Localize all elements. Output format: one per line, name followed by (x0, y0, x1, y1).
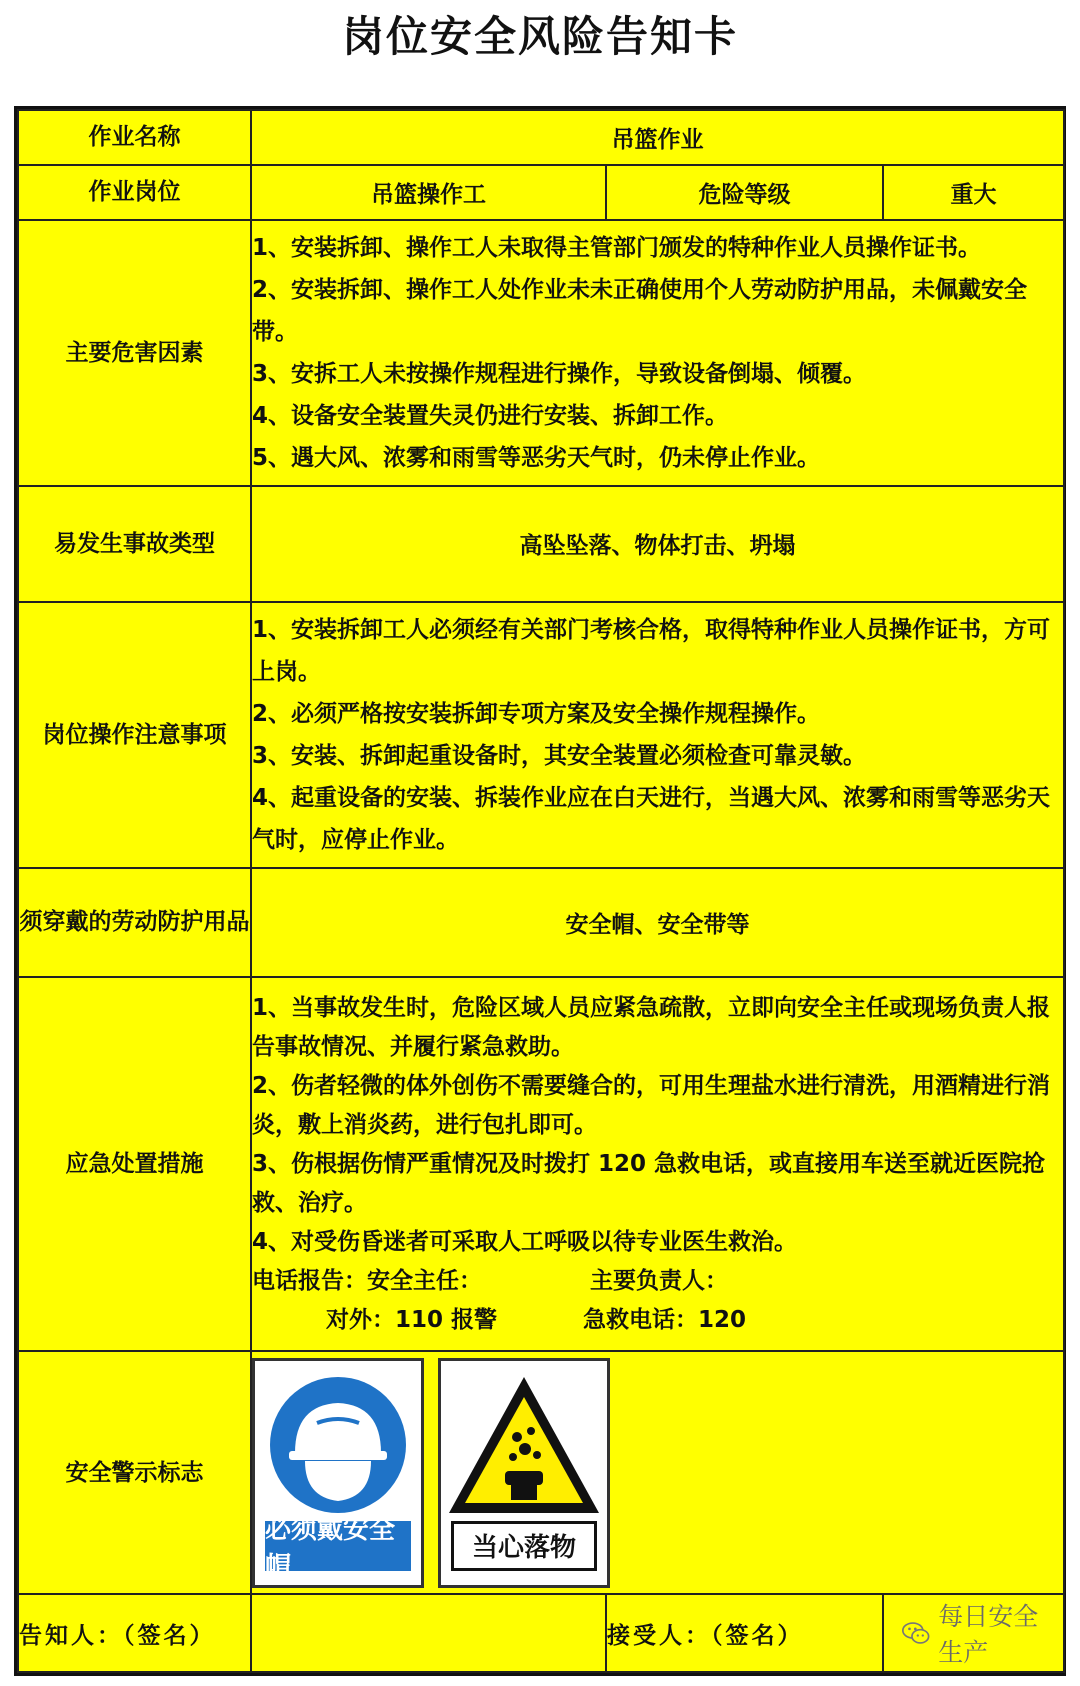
first-aid-number: 急救电话：120 (583, 1306, 747, 1333)
emergency-item: 4、对受伤昏迷者可采取人工呼吸以待专业医生救治。 (252, 1228, 798, 1255)
phone-report-label: 电话报告：安全主任： (252, 1267, 482, 1294)
emergency-item: 2、伤者轻微的体外创伤不需要缝合的，可用生理盐水进行清洗，用酒精进行消炎，敷上消炎药，进行包扎即可。 (252, 1072, 1051, 1138)
hazard-item: 4、设备安全装置失灵仍进行安装、拆卸工作。 (252, 403, 729, 430)
emergency-label: 应急处置措施 (18, 977, 251, 1351)
hazard-item: 2、安装拆卸、操作工人处作业未未正确使用个人劳动防护用品，未佩戴安全带。 (252, 277, 1028, 346)
falling-objects-sign (438, 1358, 610, 1588)
page-title: 岗位安全风险告知卡 (341, 12, 738, 61)
precaution-item: 3、安装、拆卸起重设备时，其安全装置必须检查可靠灵敏。 (252, 742, 867, 769)
risk-card (14, 106, 1066, 1676)
falling-objects-icon (441, 1367, 607, 1527)
job-name-label: 作业名称 (18, 110, 251, 165)
main-person-label: 主要负责人： (590, 1267, 728, 1294)
receiver-signature-blank (883, 1594, 1064, 1672)
hazard-item: 5、遇大风、浓雾和雨雪等恶劣天气时，仍未停止作业。 (252, 445, 821, 472)
hard-hat-icon (255, 1365, 421, 1525)
precaution-item: 1、安装拆卸工人必须经有关部门考核合格，取得特种作业人员操作证书，方可上岗。 (252, 616, 1051, 685)
emergency-item: 1、当事故发生时，危险区域人员应紧急疏散，立即向安全主任或现场负责人报告事故情况、并履行紧急救助。 (252, 994, 1051, 1060)
job-post-label: 作业岗位 (18, 165, 251, 221)
job-post-value: 吊篮操作工 (251, 165, 606, 221)
ppe-label: 须穿戴的劳动防护用品 (18, 868, 251, 977)
receiver-signature: 接受人：（签名） (606, 1594, 883, 1672)
precaution-item: 4、起重设备的安装、拆装作业应在白天进行，当遇大风、浓雾和雨雪等恶劣天气时，应停止作业。 (252, 784, 1051, 853)
signs-label: 安全警示标志 (18, 1351, 251, 1594)
wechat-icon (902, 1619, 930, 1647)
notifier-signature-blank (251, 1594, 606, 1672)
hazard-item: 3、安拆工人未按操作规程进行操作，导致设备倒塌、倾覆。 (252, 361, 867, 388)
phone-report-line (252, 1262, 1063, 1301)
emergency-numbers-line (252, 1301, 1063, 1340)
precaution-item: 2、必须严格按安装拆卸专项方案及安全操作规程操作。 (252, 700, 821, 727)
emergency-list (251, 977, 1064, 1351)
falling-objects-sign-text: 当心落物 (451, 1521, 597, 1571)
hard-hat-sign-text: 必须戴安全帽 (265, 1521, 411, 1571)
hard-hat-sign (252, 1358, 424, 1588)
watermark (884, 1597, 1063, 1669)
hazard-item: 1、安装拆卸、操作工人未取得主管部门颁发的特种作业人员操作证书。 (252, 235, 982, 262)
accident-types-value: 高坠坠落、物体打击、坍塌 (251, 486, 1064, 601)
precautions-label: 岗位操作注意事项 (18, 602, 251, 868)
risk-level-value: 重大 (883, 165, 1064, 221)
risk-table (17, 109, 1065, 1673)
precautions-list (251, 602, 1064, 868)
notifier-signature: 告知人：（签名） (18, 1594, 251, 1672)
hazards-label: 主要危害因素 (18, 220, 251, 486)
job-name-value: 吊篮作业 (251, 110, 1064, 165)
hazards-list (251, 220, 1064, 486)
warning-signs (251, 1351, 1064, 1594)
emergency-item: 3、伤根据伤情严重情况及时拨打 120 急救电话，或直接用车送至就近医院抢救、治疗。 (252, 1150, 1046, 1216)
watermark-text: 每日安全生产 (938, 1602, 1039, 1668)
risk-level-label: 危险等级 (606, 165, 883, 221)
external-alarm: 对外：110 报警 (326, 1306, 498, 1333)
accident-types-label: 易发生事故类型 (18, 486, 251, 601)
ppe-value: 安全帽、安全带等 (251, 868, 1064, 977)
